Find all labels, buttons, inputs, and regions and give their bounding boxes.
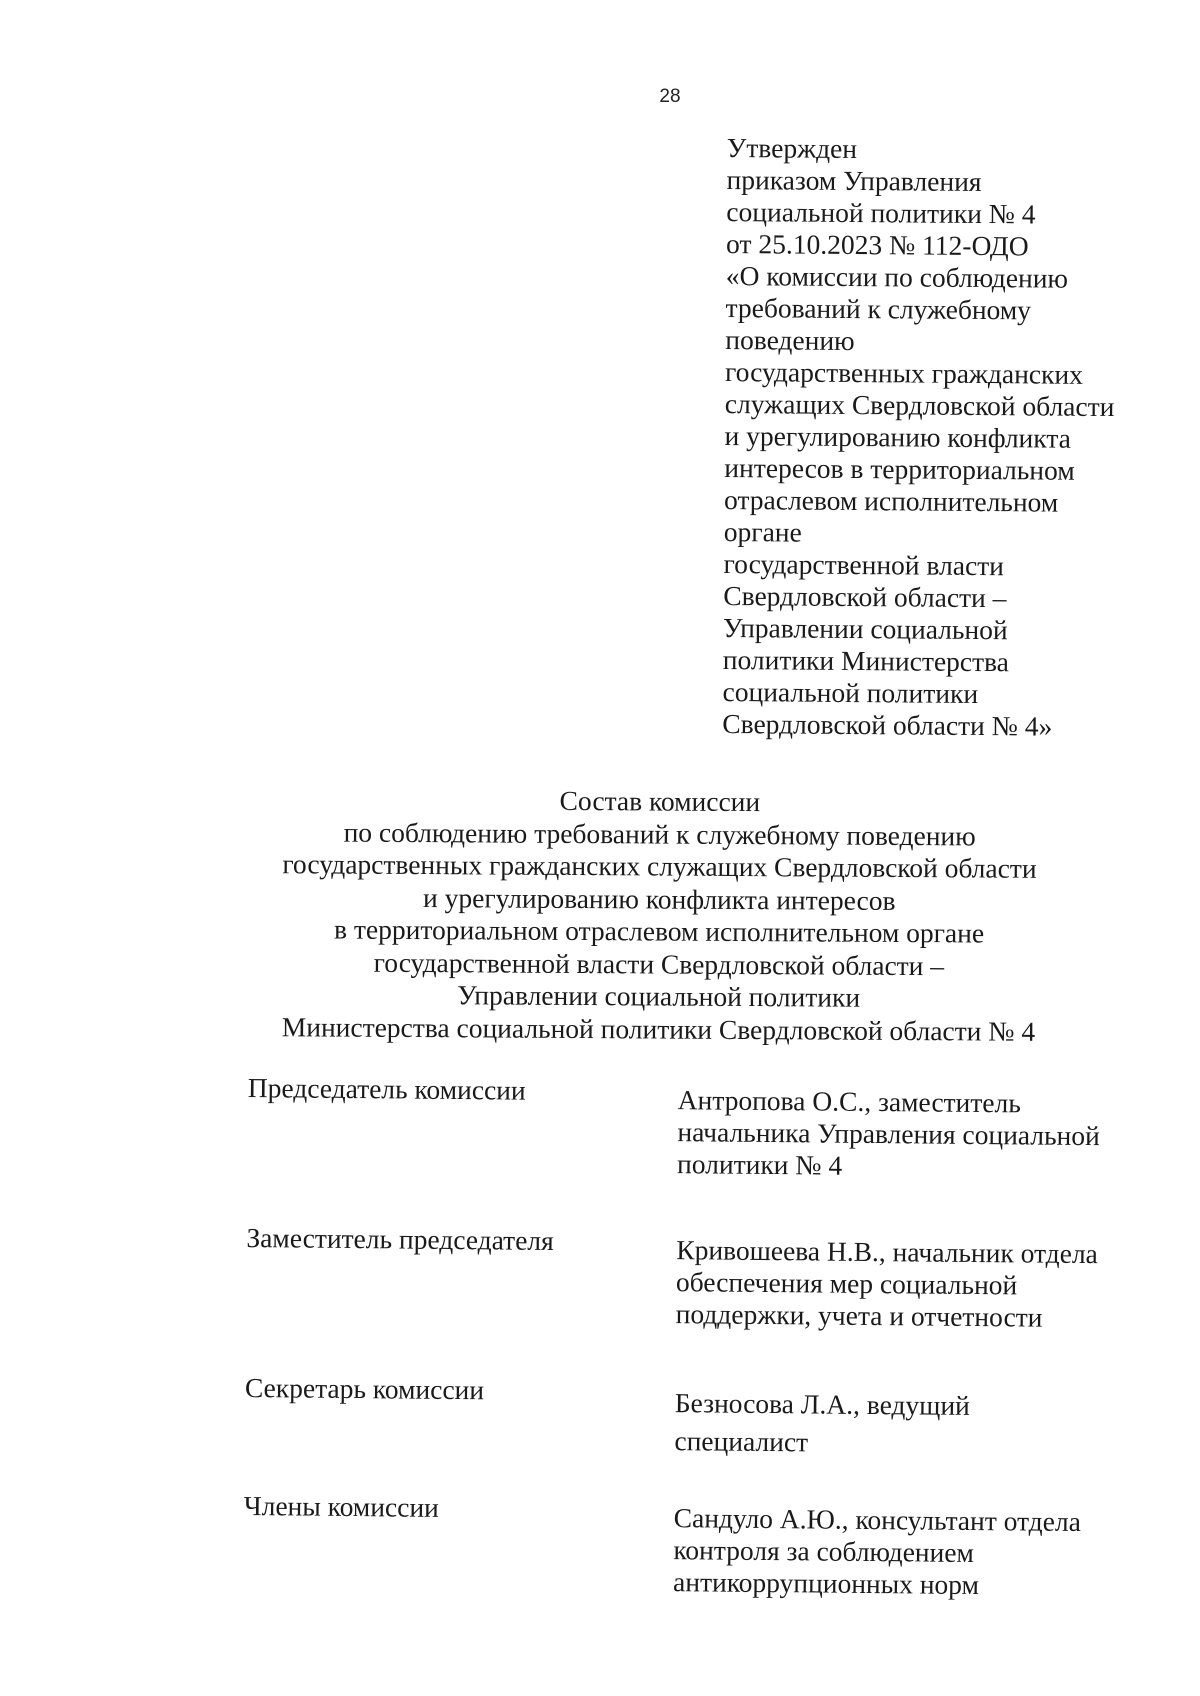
- member-person-line: Антропова О.С., заместитель: [677, 1084, 1021, 1119]
- member-role: Заместитель председателя: [246, 1221, 554, 1256]
- member-person-line: Кривошеева Н.В., начальник отдела: [676, 1234, 1099, 1270]
- member-person-line: обеспечения мер социальной: [675, 1266, 1018, 1301]
- approval-line: и урегулированию конфликта: [724, 419, 1072, 454]
- title-line: в территориальном отраслевом исполнительном органе: [333, 913, 985, 949]
- member-person-line: специалист: [674, 1425, 809, 1458]
- approval-line: государственных гражданских: [724, 355, 1084, 390]
- title-line: Управлении социальной политики: [457, 979, 861, 1013]
- approval-line: приказом Управления: [726, 163, 982, 198]
- title-line: государственных гражданских служащих Свердловской области: [282, 848, 1037, 884]
- member-person: [674, 1384, 1135, 1464]
- approval-line: Свердловской области № 4»: [722, 707, 1053, 742]
- approval-line: органе: [723, 515, 802, 548]
- member-person-line: начальника Управления социальной: [677, 1116, 1100, 1152]
- title-line: Состав комиссии: [559, 784, 761, 818]
- commission-members: [243, 1072, 1168, 1649]
- page-number: 28: [659, 86, 681, 107]
- approval-stamp: [722, 132, 1187, 744]
- approval-line: социальной политики № 4: [726, 195, 1036, 230]
- approval-line: государственной власти: [723, 547, 1005, 582]
- member-person-line: политики № 4: [676, 1148, 843, 1181]
- approval-line: «О комиссии по соблюдению: [725, 259, 1069, 294]
- member-role: Члены комиссии: [243, 1489, 440, 1523]
- approval-line: социальной политики: [722, 675, 979, 709]
- approval-line: требований к служебному: [725, 291, 1032, 326]
- approval-line: Свердловской области –: [723, 579, 1007, 614]
- title-line: и урегулированию конфликта интересов: [422, 881, 896, 916]
- member-row-deputy: [245, 1222, 1166, 1381]
- approval-line: Управлении социальной: [722, 611, 1008, 646]
- member-role: Председатель комиссии: [247, 1072, 526, 1106]
- member-person-line: контроля за соблюдением: [673, 1534, 975, 1568]
- title-line: Министерства социальной политики Свердловской области № 4: [281, 1010, 1036, 1047]
- title-line: по соблюдению требований к служебному поведению: [343, 816, 976, 851]
- title-line: государственной власти Свердловской области –: [373, 946, 945, 981]
- approval-line: интересов в территориальном: [724, 451, 1075, 486]
- member-person-line: поддержки, учета и отчетности: [675, 1298, 1043, 1333]
- member-row-members: [243, 1490, 1164, 1649]
- approval-line: служащих Свердловской области: [724, 387, 1115, 423]
- approval-line: Утвержден: [726, 132, 858, 165]
- document-title: [248, 783, 1070, 1048]
- member-person: [673, 1502, 1134, 1602]
- member-person-line: антикоррупционных норм: [672, 1566, 980, 1601]
- approval-line: политики Министерства: [722, 643, 1010, 678]
- approval-line: отраслевом исполнительном: [723, 483, 1059, 518]
- member-role: Секретарь комиссии: [244, 1371, 485, 1406]
- member-person: [676, 1234, 1137, 1334]
- approval-line: от 25.10.2023 № 112-ОДО: [726, 227, 1029, 262]
- member-row-secretary: [244, 1372, 1165, 1499]
- approval-line: поведению: [725, 323, 855, 357]
- member-person-line: Безносова Л.А., ведущий: [674, 1387, 971, 1421]
- member-row-chairman: [247, 1072, 1168, 1231]
- member-person-line: Сандуло А.Ю., консультант отдела: [673, 1502, 1082, 1538]
- member-person: [677, 1084, 1138, 1184]
